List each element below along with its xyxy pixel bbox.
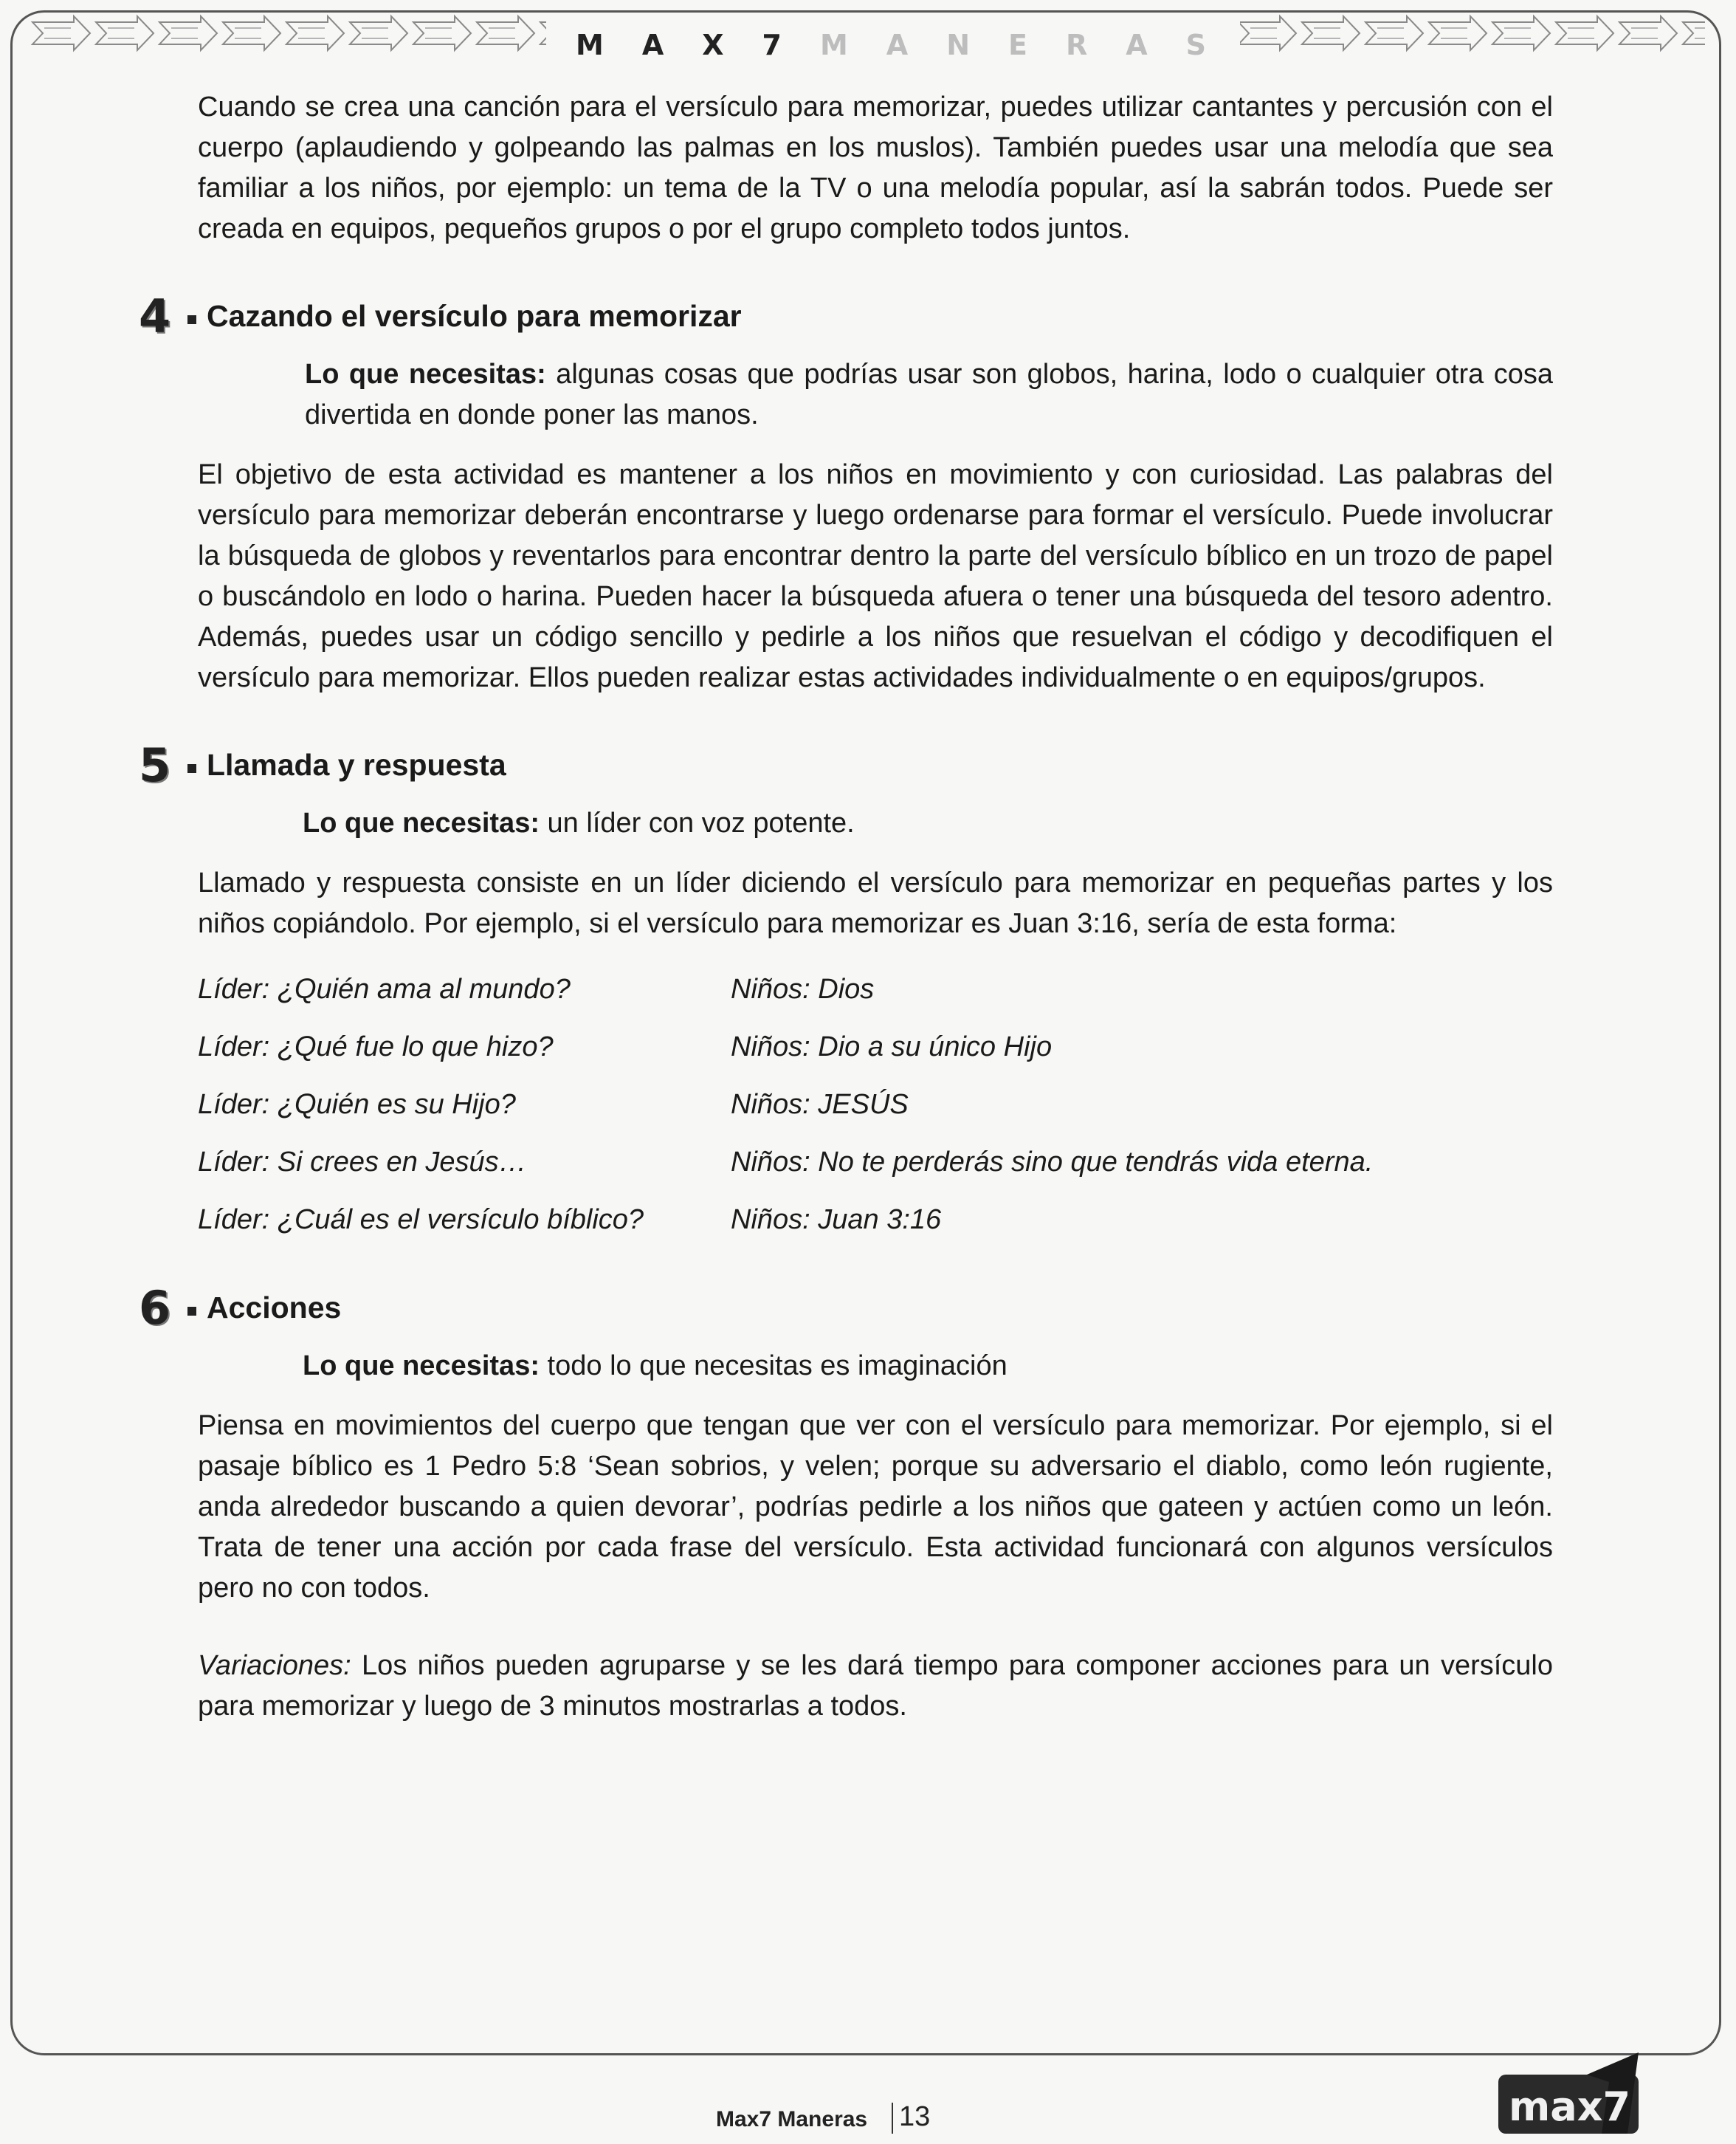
section-number: 4 [139,289,171,343]
footer-divider [892,2103,893,2134]
section-5-body: Llamado y respuesta consiste en un líder diciendo el versículo para memorizar en pequeñas partes y los niños copiándolo. Por ejemplo, si el versículo para memorizar es Juan 3:16, sería de esta forma: [198,867,1553,939]
dialog-row [198,1133,1553,1191]
kids-line: Niños: JESÚS [731,1088,909,1120]
kids-line: Niños: No te perderás sino que tendrás vida eterna. [731,1146,1374,1178]
leader-line: Líder: ¿Cuál es el versículo bíblico? [198,1203,644,1235]
header-title-light: MANERAS [819,29,1244,61]
leader-line: Líder: ¿Qué fue lo que hizo? [198,1031,554,1062]
dialog-row [198,1191,1553,1248]
section-4-heading [139,286,1553,346]
bullet-square-icon [187,764,196,773]
section-6-heading [139,1278,1553,1337]
intro-paragraph: Cuando se crea una canción para el versículo para memorizar, puedes utilizar cantantes y percusión con el cuerpo (aplaudiendo y golpeando las palmas en los muslos). También puedes usar una melodía que sea familiar a los niños, por ejemplo: un tema de la TV o una melodía popular, así la sabrán todos. Puede ser creada en equipos, pequeños grupos o por el grupo completo todos juntos. [198,92,1553,244]
need-text: algunas cosas que podrías usar son globos, harina, lodo o cualquier otra cosa divertida en donde poner las manos. [305,359,1553,430]
max7-logo-icon [1498,2052,1639,2134]
section-number: 6 [139,1280,171,1335]
header-title [576,25,1244,65]
need-label: Lo que necesitas: [303,1350,540,1381]
content [139,87,1553,1727]
need-label: Lo que necesitas: [305,359,546,390]
call-response-dialog [198,961,1553,1248]
variation-label: Variaciones: [198,1650,351,1681]
section-4-needs [305,354,1553,436]
section-title: Acciones [207,1290,342,1324]
footer-label: Max7 Maneras [716,2107,868,2131]
section-number: 5 [139,738,171,792]
header-band [30,13,1705,61]
section-6-needs [303,1346,1553,1387]
need-text: todo lo que necesitas es imaginación [547,1350,1008,1381]
section-4-body: El objetivo de esta actividad es mantener a los niños en movimiento y con curiosidad. Las palabras del versículo para memorizar deberán encontrarse y luego ordenarse para formar el versículo. Puede involucrar la búsqueda de globos y reventarlos para encontrar dentro la parte del versículo bíblico en un trozo de papel o buscándolo en lodo o harina. Pueden hacer la búsqueda afuera o tener una búsqueda del tesoro adentro. Además, puedes usar un código sencillo y pedirle a los niños que resuelvan el código y decodifiquen el versículo para memorizar. Ellos pueden realizar estas actividades individualmente o en equipos/grupos. [198,459,1553,693]
need-label: Lo que necesitas: [303,808,540,839]
kids-line: Niños: Dio a su único Hijo [731,1031,1053,1062]
page-number: 13 [899,2101,931,2132]
logo-text: max7 [1509,2083,1631,2130]
bullet-square-icon [187,315,196,324]
leader-line: Líder: ¿Quién ama al mundo? [198,973,571,1005]
dialog-row [198,961,1553,1018]
dialog-row [198,1018,1553,1076]
section-5-needs [303,803,1553,844]
dialog-row [198,1076,1553,1133]
section-5-heading [139,735,1553,794]
bullet-square-icon [187,1307,196,1316]
need-text: un líder con voz potente. [547,808,855,839]
page-footer [0,2095,1736,2140]
section-title: Cazando el versículo para memorizar [207,298,742,333]
section-title: Llamada y respuesta [207,747,506,782]
kids-line: Niños: Dios [731,973,875,1005]
kids-line: Niños: Juan 3:16 [731,1203,942,1235]
section-6-body: Piensa en movimientos del cuerpo que tengan que ver con el versículo para memorizar. Por ejemplo, si el pasaje bíblico es 1 Pedro 5:8 ‘Sean sobrios, y velen; porque su adversario el diablo, como león rugiente, anda alrededor buscando a quien devorar’, podrías pedirle a los niños que gateen y actúen como un león. Trata de tener una acción por cada frase del versículo. Esta actividad funcionará con algunos versículos pero no con todos. [198,1410,1553,1604]
section-6-variations [198,1646,1553,1727]
leader-line: Líder: Si crees en Jesús… [198,1146,527,1178]
leader-line: Líder: ¿Quién es su Hijo? [198,1088,516,1120]
header-title-dark: MAX7 [576,29,820,61]
variation-text: Los niños pueden agruparse y se les dará tiempo para componer acciones para un versículo para memorizar y luego de 3 minutos mostrarlas a todos. [198,1650,1553,1722]
